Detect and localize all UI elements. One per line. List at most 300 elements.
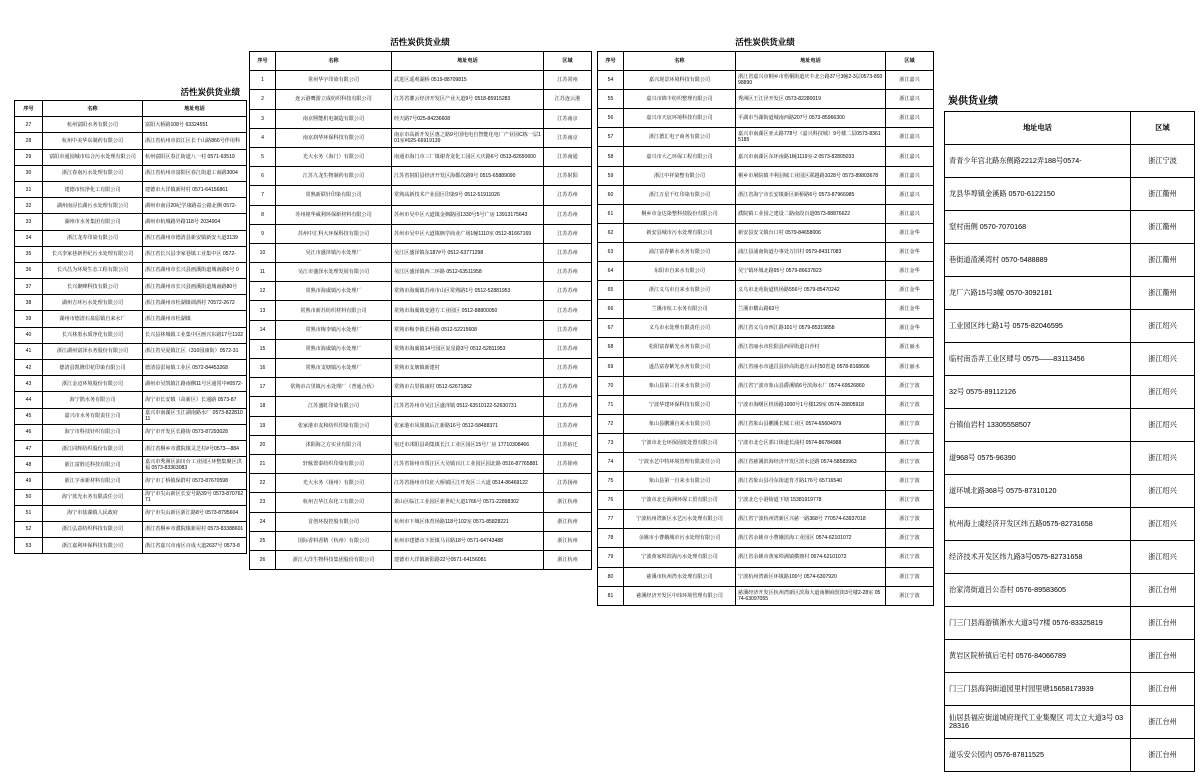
cell-area: 浙江宁波 bbox=[886, 414, 934, 433]
cell-idx: 2 bbox=[250, 90, 276, 109]
cell-name: 湖州南浔长湖污水处理有限公司 bbox=[43, 198, 143, 214]
table-row bbox=[598, 529, 934, 548]
table-row bbox=[250, 128, 592, 147]
cell-name: 江苏九龙生物制药有限公司 bbox=[276, 167, 392, 186]
cell-idx: 45 bbox=[15, 408, 43, 424]
cell-idx: 65 bbox=[598, 281, 624, 300]
cell-name: 象山县第三自来水有限公司 bbox=[624, 376, 736, 395]
cell-name: 宁波市北仑环保固废处置有限公司 bbox=[624, 433, 736, 452]
cell-area: 江苏苏州 bbox=[544, 243, 592, 262]
cell-name: 浙江宇承新材料有限公司 bbox=[43, 473, 143, 489]
table-panel-third bbox=[597, 36, 933, 606]
table-row bbox=[250, 263, 592, 282]
cell-name: 湖州市水务集团有限公司 bbox=[43, 214, 143, 230]
cell-addr: 道乐安公园内 0576-87811525 bbox=[945, 739, 1131, 772]
cell-area: 江苏南京 bbox=[544, 109, 592, 128]
cell-name: 浙江中祥染整有限公司 bbox=[624, 166, 736, 185]
table-row bbox=[598, 433, 934, 452]
cell-idx: 8 bbox=[250, 205, 276, 224]
table-row bbox=[15, 149, 247, 165]
table-row bbox=[250, 282, 592, 301]
cell-idx: 6 bbox=[250, 167, 276, 186]
table-body-third bbox=[598, 71, 934, 606]
cell-area: 浙江丽水 bbox=[886, 357, 934, 376]
cell-area: 浙江台州 bbox=[1131, 706, 1195, 739]
table-row bbox=[945, 178, 1195, 211]
cell-addr: 浙江省湖州市杜湖镇 bbox=[143, 311, 247, 327]
cell-idx: 71 bbox=[598, 395, 624, 414]
cell-area: 浙江杭州 bbox=[544, 550, 592, 569]
cell-name: 光大水务（海门）有限公司 bbox=[276, 147, 392, 166]
cell-addr: 海宁市尖山新区长安号路39号 0573-87076271 bbox=[143, 489, 247, 505]
cell-name: 嘉兴市锦丰纺织整理有限公司 bbox=[624, 90, 736, 109]
cell-addr: 仙居县福应街道城府现代工业集聚区 司太立大道3号 0328316 bbox=[945, 706, 1131, 739]
cell-addr: 江苏省苏州市吴江区盛泽镇 0512-63510122-52630731 bbox=[392, 397, 544, 416]
table-row bbox=[15, 505, 247, 521]
table-row bbox=[250, 243, 592, 262]
cell-addr: 32号 0575-89112126 bbox=[945, 376, 1131, 409]
cell-name: 常熟新联针印染有限公司 bbox=[276, 186, 392, 205]
cell-name: 杭州中美华东制药有限公司 bbox=[43, 133, 143, 149]
cell-area: 浙江宁波 bbox=[886, 376, 934, 395]
table-body-left bbox=[15, 117, 247, 554]
table-row bbox=[15, 343, 247, 359]
table-row bbox=[15, 538, 247, 554]
cell-addr: 江苏省灌云经济开发区产业大道9号 0518-85915283 bbox=[392, 90, 544, 109]
table-row bbox=[598, 242, 934, 261]
cell-idx: 69 bbox=[598, 357, 624, 376]
table-row bbox=[15, 440, 247, 456]
cell-area: 江苏苏州 bbox=[544, 339, 592, 358]
cell-idx: 74 bbox=[598, 452, 624, 471]
cell-addr: 浙江省余姚市小曹娥滨海工业园区 0574-62101072 bbox=[736, 529, 886, 548]
table-row bbox=[945, 706, 1195, 739]
table-row bbox=[598, 185, 934, 204]
cell-addr: 浙江省桐乡市濮院镇新屋村 0573-83388601 bbox=[143, 521, 247, 537]
cell-addr: 浙江省嘉兴市南区百成大道2637号 0573-8 bbox=[143, 538, 247, 554]
cell-area: 浙江绍兴 bbox=[1131, 475, 1195, 508]
table-row bbox=[250, 550, 592, 569]
cell-addr: 台镇仙岩村 13305558507 bbox=[945, 409, 1131, 442]
table-row bbox=[15, 424, 247, 440]
cell-name: 浙江义乌市自来水有限公司 bbox=[624, 281, 736, 300]
cell-area: 浙江台州 bbox=[1131, 739, 1195, 772]
cell-addr: 常熟市海虞镇苏州市山区常熟路1号 0512-52881953 bbox=[392, 282, 544, 301]
cell-area: 浙江衢州 bbox=[1131, 244, 1195, 277]
cell-name: 嘉兴现景环境科技有限公司 bbox=[624, 71, 736, 90]
cell-area: 江苏苏州 bbox=[544, 397, 592, 416]
table-row bbox=[15, 133, 247, 149]
cell-name: 长兴聚峰科技有限公司 bbox=[43, 279, 143, 295]
cell-idx: 19 bbox=[250, 416, 276, 435]
cell-idx: 61 bbox=[598, 204, 624, 223]
cell-addr: 浙江省象山县丹东街道育才路176号 65716540 bbox=[736, 472, 886, 491]
table-row bbox=[15, 311, 247, 327]
cell-name: 苏州铭华威利环保新材料有限公司 bbox=[276, 205, 392, 224]
cell-addr: 常熟市古里镇康村 0512-52671862 bbox=[392, 378, 544, 397]
cell-addr: 萧山区临江工业园区新世纪大道1766号 0571-22898302 bbox=[392, 493, 544, 512]
cell-addr: 南通市海门市三厂镇谢青龙化工园区大庆路6号 0513-82650600 bbox=[392, 147, 544, 166]
cell-idx: 34 bbox=[15, 230, 43, 246]
table-row bbox=[250, 186, 592, 205]
cell-addr: 浙江省丽水市松阳县西屏街道白沙村 bbox=[736, 338, 886, 357]
table-row bbox=[945, 145, 1195, 178]
table-row bbox=[945, 508, 1195, 541]
cell-area: 浙江嘉兴 bbox=[886, 71, 934, 90]
table-row bbox=[598, 109, 934, 128]
cell-name: 宁波市北仑海洲环保工贸有限公司 bbox=[624, 491, 736, 510]
table-row bbox=[15, 295, 247, 311]
cell-idx: 9 bbox=[250, 224, 276, 243]
cell-idx: 56 bbox=[598, 109, 624, 128]
cell-addr: 常熟市梅李镇长桥路 0512-52215608 bbox=[392, 320, 544, 339]
cell-addr: 江苏省徐州市贾汪区大吴镇百江工业园区园北路 0516-87765881 bbox=[392, 454, 544, 473]
cell-addr: 杭州富阳区春江街道八一村 0571-63519 bbox=[143, 149, 247, 165]
cell-area: 浙江杭州 bbox=[544, 512, 592, 531]
cell-addr: 青青少年宫北路东侧路2212弄188号0574- bbox=[945, 145, 1131, 178]
table-row bbox=[945, 541, 1195, 574]
cell-idx: 50 bbox=[15, 489, 43, 505]
cell-idx: 53 bbox=[15, 538, 43, 554]
column-header-address: 地址电话 bbox=[736, 52, 886, 71]
cell-idx: 25 bbox=[250, 531, 276, 550]
cell-name: 浙江龙寿印染有限公司 bbox=[43, 230, 143, 246]
table-row bbox=[250, 339, 592, 358]
cell-idx: 41 bbox=[15, 343, 43, 359]
table-row bbox=[250, 454, 592, 473]
cell-name: 象山县第一自来水有限公司 bbox=[624, 472, 736, 491]
cell-addr: 浙江省桐乡市濮院镇灵芝村#号0573—884 bbox=[143, 440, 247, 456]
cell-addr: 宿迁市沭阳县胡集镇长江工业区园区15号厂房 17710308466 bbox=[392, 435, 544, 454]
table-row bbox=[598, 204, 934, 223]
column-header-name: 名称 bbox=[624, 52, 736, 71]
table-row bbox=[598, 166, 934, 185]
table-row bbox=[250, 224, 592, 243]
table-header-row bbox=[250, 52, 592, 71]
table-row bbox=[598, 300, 934, 319]
cell-area: 浙江宁波 bbox=[886, 548, 934, 567]
cell-addr: 海宁市长安镇（高新区）长通路 0573-87 bbox=[143, 392, 247, 408]
table-row bbox=[598, 262, 934, 281]
cell-addr: 长兴县林城镇工业集中区画兴东路17号1102 bbox=[143, 327, 247, 343]
cell-name: 德清县凯隆印花印染有限公司 bbox=[43, 360, 143, 376]
cell-area: 浙江绍兴 bbox=[1131, 409, 1195, 442]
cell-addr: 浙江省余姚市黄家埠满镇横塘村 0574-62101072 bbox=[736, 548, 886, 567]
cell-idx: 23 bbox=[250, 493, 276, 512]
cell-idx: 12 bbox=[250, 282, 276, 301]
table-row bbox=[598, 90, 934, 109]
table-row bbox=[598, 452, 934, 471]
cell-area: 江苏常州 bbox=[544, 71, 592, 90]
column-header-index: 序号 bbox=[15, 101, 43, 117]
cell-name: 南京熙能机电制造有限公司 bbox=[276, 109, 392, 128]
cell-name: 光大水务（扬州）有限公司 bbox=[276, 474, 392, 493]
cell-addr: 黄岩区院桥镇后宅村 0576-84066789 bbox=[945, 640, 1131, 673]
cell-area: 浙江绍兴 bbox=[1131, 508, 1195, 541]
cell-idx: 18 bbox=[250, 397, 276, 416]
cell-addr: 巷街道渣溪湾村 0570-5488889 bbox=[945, 244, 1131, 277]
cell-idx: 33 bbox=[15, 214, 43, 230]
cell-idx: 76 bbox=[598, 491, 624, 510]
cell-area: 浙江绍兴 bbox=[1131, 442, 1195, 475]
cell-area: 浙江宁波 bbox=[886, 452, 934, 471]
cell-area: 浙江嘉兴 bbox=[886, 204, 934, 223]
panel-title-third: 活性炭供货业绩 bbox=[735, 37, 795, 47]
table-row bbox=[15, 262, 247, 278]
cell-addr: 临村南岙弄工业区肆号 0575——83113456 bbox=[945, 343, 1131, 376]
cell-name: 连云港鹰游立成纺织科技有限公司 bbox=[276, 90, 392, 109]
table-row bbox=[598, 128, 934, 147]
cell-idx: 78 bbox=[598, 529, 624, 548]
cell-addr: 嘉兴市南湖区东环南路1幢1119室-2 0573-82805033 bbox=[736, 147, 886, 166]
cell-name: 海宁市科技针织有限公司 bbox=[43, 424, 143, 440]
cell-area: 江苏苏州 bbox=[544, 378, 592, 397]
cell-area: 江苏苏州 bbox=[544, 416, 592, 435]
cell-name: 常熟市支塘镇污水处理厂 bbox=[276, 359, 392, 378]
cell-idx: 39 bbox=[15, 311, 43, 327]
cell-idx: 58 bbox=[598, 147, 624, 166]
cell-idx: 3 bbox=[250, 109, 276, 128]
cell-idx: 70 bbox=[598, 376, 624, 395]
cell-addr: 海宁市丁桥镇保群村 0573-87670598 bbox=[143, 473, 247, 489]
table-row bbox=[250, 320, 592, 339]
cell-idx: 11 bbox=[250, 263, 276, 282]
column-header-address: 地址电话 bbox=[392, 52, 544, 71]
column-header-area: 区域 bbox=[544, 52, 592, 71]
cell-name: 象山县鹏溪自来水有限公司 bbox=[624, 414, 736, 433]
cell-area: 江苏徐州 bbox=[544, 454, 592, 473]
cell-addr: 窒村南侧 0570-7070168 bbox=[945, 211, 1131, 244]
table-row bbox=[598, 548, 934, 567]
cell-name: 吴江市盛泽镇污水处理厂 bbox=[276, 243, 392, 262]
cell-idx: 49 bbox=[15, 473, 43, 489]
cell-name: 轩舷置泰纺织印染有限公司 bbox=[276, 454, 392, 473]
cell-idx: 32 bbox=[15, 198, 43, 214]
cell-name: 常熟市海虞镇污水处理厂 bbox=[276, 282, 392, 301]
cell-idx: 14 bbox=[250, 320, 276, 339]
table-row bbox=[15, 165, 247, 181]
cell-addr: 浙江省海宁市长安镇新区新桥路6号 0573-87966985 bbox=[736, 185, 886, 204]
cell-idx: 22 bbox=[250, 474, 276, 493]
column-header-index: 序号 bbox=[250, 52, 276, 71]
cell-name: 宁波华建环保科技有限公司 bbox=[624, 395, 736, 414]
cell-addr: 工业园区纬七路1号 0575-82046595 bbox=[945, 310, 1131, 343]
cell-addr: 经天路7号025-84236608 bbox=[392, 109, 544, 128]
cell-addr: 武进区遥观湖桥 0519-88709815 bbox=[392, 71, 544, 90]
cell-area: 江苏扬州 bbox=[544, 474, 592, 493]
table-row bbox=[15, 214, 247, 230]
table-row bbox=[598, 414, 934, 433]
cell-name: 义乌市水处理有限责任公司 bbox=[624, 319, 736, 338]
table-row bbox=[945, 310, 1195, 343]
cell-addr: 湖州市杭城路外路118号 2034904 bbox=[143, 214, 247, 230]
table-row bbox=[598, 338, 934, 357]
cell-name: 杭州富阳水务有限公司 bbox=[43, 117, 143, 133]
cell-area: 浙江金华 bbox=[886, 262, 934, 281]
cell-idx: 20 bbox=[250, 435, 276, 454]
cell-addr: 浙江省吴夏镇江区（310园康街）0572-31 bbox=[143, 343, 247, 359]
table-row bbox=[598, 376, 934, 395]
cell-idx: 60 bbox=[598, 185, 624, 204]
cell-addr: 杭州市建德市下涯镇马目路18号 0571-64743488 bbox=[392, 531, 544, 550]
cell-name: 常熟市古里镇污水处理厂（普通合伙） bbox=[276, 378, 392, 397]
cell-name: 湖州吉环污水处理有限公司 bbox=[43, 295, 143, 311]
cell-name: 松阳富春紫光水务有限公司 bbox=[624, 338, 736, 357]
cell-idx: 54 bbox=[598, 71, 624, 90]
cell-name: 浦江富春紫水水务有限公司 bbox=[624, 242, 736, 261]
cell-area: 江苏宿迁 bbox=[544, 435, 592, 454]
cell-name: 南京润华环保科技有限公司 bbox=[276, 128, 392, 147]
cell-idx: 59 bbox=[598, 166, 624, 185]
cell-name: 苏州中汇科大环保科技有限公司 bbox=[276, 224, 392, 243]
cell-name: 宁波杭州湾新区水艺污水处理有限公司 bbox=[624, 510, 736, 529]
cell-addr: 张家港市凤凰镇后江新路16号 0512-58488371 bbox=[392, 416, 544, 435]
cell-addr: 浙江省象山县鹏溪长城工业区 0574-65604979 bbox=[736, 414, 886, 433]
cell-addr: 苏州市吴中区大道镇金枫路园1330号5号广房 13913175643 bbox=[392, 205, 544, 224]
cell-idx: 26 bbox=[250, 550, 276, 569]
cell-area: 江苏连云港 bbox=[544, 90, 592, 109]
cell-area: 浙江嘉兴 bbox=[886, 128, 934, 147]
cell-area: 浙江嘉兴 bbox=[886, 109, 934, 128]
column-header-name: 名称 bbox=[43, 101, 143, 117]
panel-title-left: 活性炭供货业绩 bbox=[180, 87, 240, 97]
cell-idx: 55 bbox=[598, 90, 624, 109]
cell-addr: 常熟市海虞镇14号园区复星路3号 0512-52811953 bbox=[392, 339, 544, 358]
cell-idx: 63 bbox=[598, 242, 624, 261]
cell-area: 浙江嘉兴 bbox=[886, 147, 934, 166]
cell-name: 慈溪经济开发区中纬环境管理有限公司 bbox=[624, 586, 736, 605]
cell-idx: 15 bbox=[250, 339, 276, 358]
cell-addr: 吴江区盛泽镇西二环路 0512-63511958 bbox=[392, 263, 544, 282]
cell-addr: 濮院镇工业园之建设二路南段百道0573-88876622 bbox=[736, 204, 886, 223]
table-row bbox=[598, 586, 934, 605]
cell-area: 浙江台州 bbox=[1131, 607, 1195, 640]
table-row bbox=[15, 521, 247, 537]
table-row bbox=[250, 416, 592, 435]
cell-area: 浙江绍兴 bbox=[1131, 343, 1195, 376]
cell-addr: 浙江省湖州市德清县新安镇新安大道3139 bbox=[143, 230, 247, 246]
cell-addr: 富阳大桥路108号 63324551 bbox=[143, 117, 247, 133]
cell-addr: 浙江省宁波市象山县爵溪镇6号滨海水厂 0574-69526860 bbox=[736, 376, 886, 395]
cell-name: 桐乡市金达染整科技股份有限公司 bbox=[624, 204, 736, 223]
table-row bbox=[945, 640, 1195, 673]
cell-idx: 80 bbox=[598, 567, 624, 586]
cell-addr: 龙县华埠镇金溪路 0570-6122150 bbox=[945, 178, 1131, 211]
cell-addr: 宁波杭州湾新区环镇路100号 0574-6307920 bbox=[736, 567, 886, 586]
table-row bbox=[250, 90, 592, 109]
cell-addr: 浙江省慈溪滨海经济开发区滨水泛路 0574-58583963 bbox=[736, 452, 886, 471]
cell-addr: 浙江省长兴县李家巷镇工业集中区 0572- bbox=[143, 246, 247, 262]
cell-name: 浙江大洋生物科技集团股份有限公司 bbox=[276, 550, 392, 569]
cell-name: 江苏盛虹印染有限公司 bbox=[276, 397, 392, 416]
table-row bbox=[598, 281, 934, 300]
cell-addr: 浙江省宁波杭州湾新区兴慈一路368号 770574-63937018 bbox=[736, 510, 886, 529]
cell-area: 江苏苏州 bbox=[544, 205, 592, 224]
table-row bbox=[945, 211, 1195, 244]
cell-idx: 73 bbox=[598, 433, 624, 452]
cell-name: 海宁蓝光水务有限责任公司 bbox=[43, 489, 143, 505]
table-row bbox=[15, 489, 247, 505]
cell-addr: 道968号 0575-96390 bbox=[945, 442, 1131, 475]
cell-addr: 杭州市下城区体育场路118号102室 0571-85828221 bbox=[392, 512, 544, 531]
cell-area: 浙江杭州 bbox=[544, 531, 592, 550]
cell-name: 浙江嘉利环保科技有限公司 bbox=[43, 538, 143, 554]
cell-name: 浙江同辉纺织股份有限公司 bbox=[43, 440, 143, 456]
table-row bbox=[250, 205, 592, 224]
cell-idx: 66 bbox=[598, 300, 624, 319]
cell-area: 浙江金华 bbox=[886, 281, 934, 300]
table-header-row bbox=[598, 52, 934, 71]
cell-area: 浙江宁波 bbox=[886, 586, 934, 605]
cell-name: 浙江湖州富泽水务股份有限公司 bbox=[43, 343, 143, 359]
cell-name: 兰溪市杭工水务有限公司 bbox=[624, 300, 736, 319]
cell-name: 常熟市新苏纺织材料有限公司 bbox=[276, 301, 392, 320]
table-row bbox=[15, 230, 247, 246]
table-row bbox=[598, 395, 934, 414]
cell-area: 浙江宁波 bbox=[886, 395, 934, 414]
cell-addr: 宁波市北仑区郭口街道长浦村 0574-86784988 bbox=[736, 433, 886, 452]
cell-addr: 平湖市当湖街道城南西路207号 0573-85966300 bbox=[736, 109, 886, 128]
cell-idx: 17 bbox=[250, 378, 276, 397]
cell-name: 常州华宇印染有限公司 bbox=[276, 71, 392, 90]
cell-idx: 52 bbox=[15, 521, 43, 537]
table-row bbox=[598, 223, 934, 242]
table-header-row bbox=[945, 112, 1195, 145]
table-row bbox=[15, 392, 247, 408]
table-row bbox=[250, 147, 592, 166]
cell-area: 浙江台州 bbox=[1131, 673, 1195, 706]
cell-idx: 35 bbox=[15, 246, 43, 262]
table-row bbox=[250, 378, 592, 397]
cell-area: 浙江丽水 bbox=[886, 338, 934, 357]
cell-name: 湖州市德清石泉原镇自来水厂 bbox=[43, 311, 143, 327]
table-header-row bbox=[15, 101, 247, 117]
supply-performance-table-second bbox=[249, 51, 592, 570]
table-panel-right bbox=[944, 92, 1194, 772]
cell-idx: 21 bbox=[250, 454, 276, 473]
cell-idx: 64 bbox=[598, 262, 624, 281]
cell-name: 国际香料香精（杭州）有限公司 bbox=[276, 531, 392, 550]
cell-area: 浙江宁波 bbox=[886, 433, 934, 452]
panel-title-right: 炭供货业绩 bbox=[948, 96, 998, 107]
cell-name: 遂昌富春紫光水务有限公司 bbox=[624, 357, 736, 376]
table-row bbox=[945, 475, 1195, 508]
cell-area: 江苏苏州 bbox=[544, 186, 592, 205]
table-row bbox=[598, 147, 934, 166]
cell-addr: 浙江省湖州市杜湖镇调酒村 70572-2672 bbox=[143, 295, 247, 311]
cell-area: 浙江嘉兴 bbox=[886, 166, 934, 185]
cell-idx: 7 bbox=[250, 186, 276, 205]
table-body-second bbox=[250, 71, 592, 570]
table-row bbox=[250, 71, 592, 90]
table-row bbox=[250, 512, 592, 531]
cell-addr: 兰溪市横山路63号 bbox=[736, 300, 886, 319]
cell-idx: 1 bbox=[250, 71, 276, 90]
supply-performance-table-third bbox=[597, 51, 934, 606]
cell-name: 长兴李家巷新世纪污水处理有限公司 bbox=[43, 246, 143, 262]
cell-addr: 苏州市吴中区大道镇枫学商业广场1幢1110室 0512-81667169 bbox=[392, 224, 544, 243]
table-row bbox=[15, 279, 247, 295]
cell-name: 新安县城市污水处理有限公司 bbox=[624, 223, 736, 242]
cell-name: 沭阳海之方实业有限公司 bbox=[276, 435, 392, 454]
cell-area: 浙江金华 bbox=[886, 242, 934, 261]
cell-addr: 浦江县浦南街道办事处万旧村 0579-84317083 bbox=[736, 242, 886, 261]
cell-idx: 75 bbox=[598, 472, 624, 491]
cell-idx: 31 bbox=[15, 181, 43, 197]
cell-addr: 常熟市支塘镇新建村 bbox=[392, 359, 544, 378]
cell-name: 浙江富胜达科技有限公司 bbox=[43, 457, 143, 473]
cell-area: 江苏苏州 bbox=[544, 359, 592, 378]
